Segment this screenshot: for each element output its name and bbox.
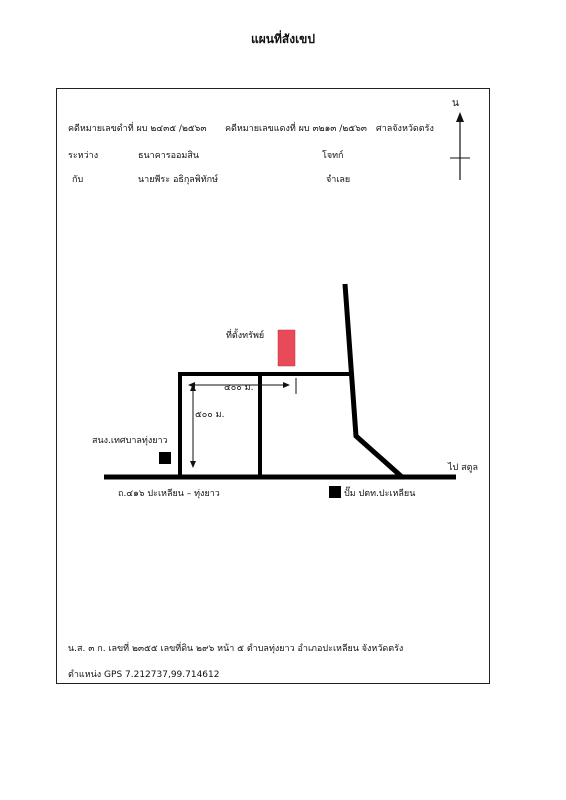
branch-road — [345, 284, 402, 477]
defendant-role: จำเลย — [326, 175, 351, 185]
defendant-name: นายพีระ อธิกุลพิทักษ์ — [138, 175, 219, 185]
page-title: แผนที่สังเขป — [251, 32, 315, 46]
north-label: น — [452, 98, 459, 109]
gas-station-label: ปั๊ม ปตท.ปะเหลียน — [344, 489, 416, 499]
between-label: ระหว่าง — [68, 151, 99, 161]
gas-station-marker — [329, 486, 341, 498]
vertical-distance-arrow — [190, 384, 196, 468]
distance-vertical-label: ๕๐๐ ม. — [195, 410, 225, 420]
land-deed-line: น.ส. ๓ ก. เลขที่ ๒๓๕๕ เลขที่ดิน ๒๙๖ หน้า ๕ ตำบลทุ่งยาว อำเภอปะเหลียน จังหวัดตรัง — [68, 644, 404, 654]
plaintiff-role: โจทก์ — [322, 151, 344, 161]
municipal-office-label: สนง.เทศบาลทุ่งยาว — [92, 436, 168, 446]
plaintiff-name: ธนาคารออมสิน — [138, 151, 199, 161]
property-marker — [278, 330, 295, 366]
gps-line: ตำแหน่ง GPS 7.212737,99.714612 — [68, 670, 220, 680]
case-red-number: คดีหมายเลขแดงที่ ผบ ๓๒๑๓ /๒๕๖๓ — [225, 124, 367, 134]
municipal-office-marker — [159, 452, 171, 464]
property-label: ที่ตั้งทรัพย์ — [226, 331, 265, 341]
case-black-number: คดีหมายเลขดำที่ ผบ ๒๔๓๕ /๒๕๖๓ — [68, 124, 207, 134]
court-name: ศาลจังหวัดตรัง — [376, 124, 434, 134]
destination-label: ไป สตูล — [448, 463, 478, 473]
road-label: ถ.๔๑๖ ปะเหลียน – ทุ่งยาว — [118, 489, 220, 499]
with-label: กับ — [72, 175, 84, 185]
north-arrow-icon — [450, 112, 470, 180]
distance-horizontal-label: ๔๐๐ ม. — [224, 383, 254, 393]
property-road — [180, 374, 350, 477]
